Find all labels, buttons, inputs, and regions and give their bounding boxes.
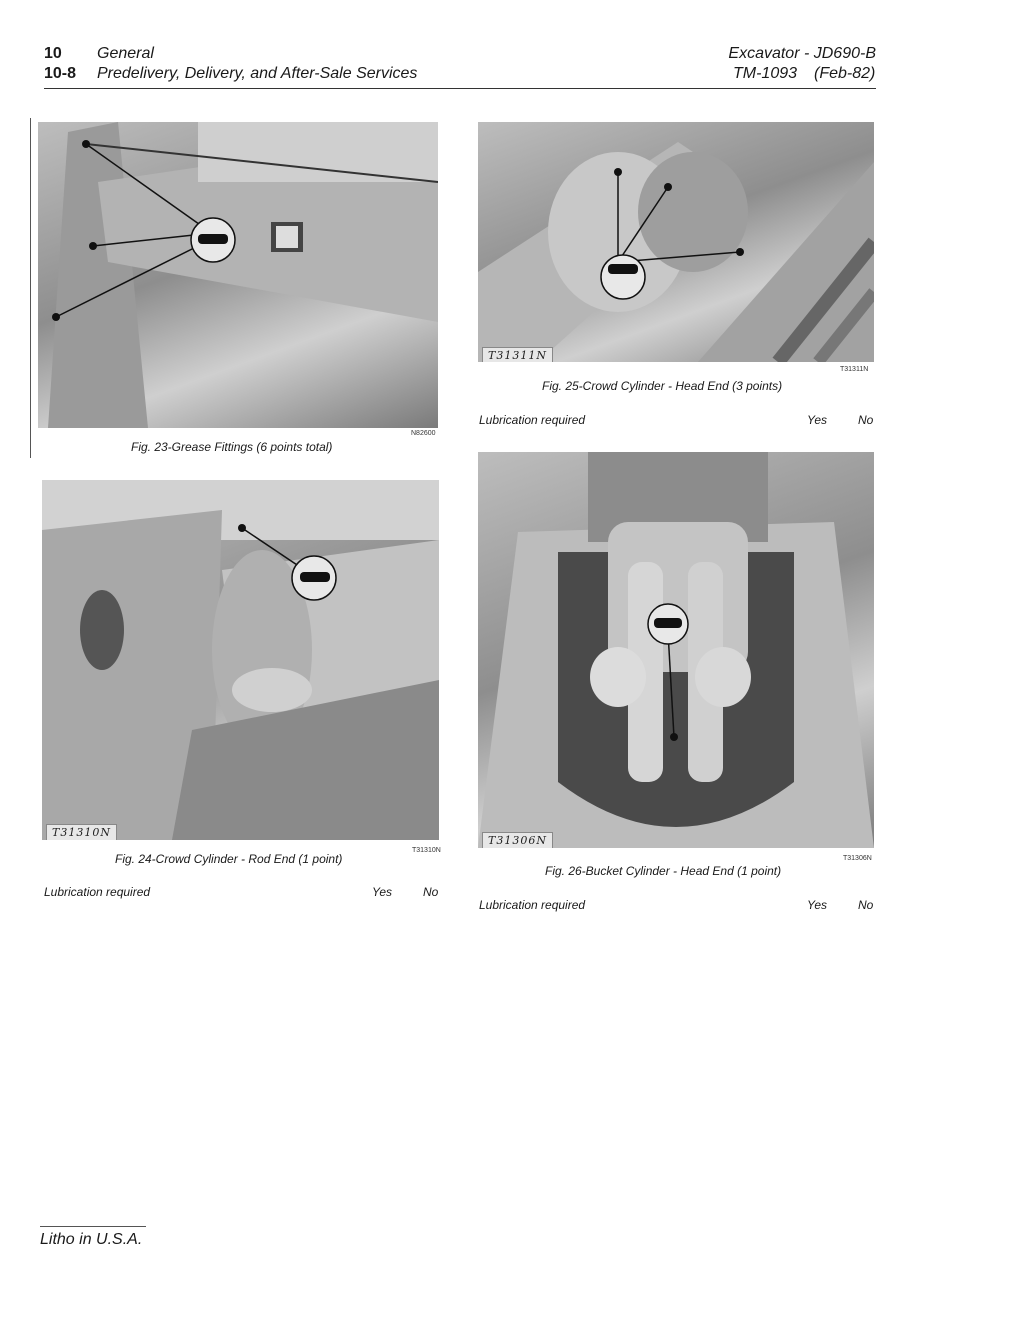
page-number: 10-8: [44, 65, 77, 82]
figure-25-tag: T31311N: [482, 347, 553, 362]
litho-note: Litho in U.S.A.: [40, 1231, 143, 1248]
figure-26-caption: Fig. 26-Bucket Cylinder - Head End (1 point): [545, 864, 782, 878]
footer-rule: [40, 1226, 146, 1227]
section-title: General: [97, 45, 154, 62]
figure-25-no: No: [858, 413, 874, 427]
figure-24-no: No: [423, 885, 439, 899]
header-rule: [44, 88, 876, 89]
figure-24-lubrication-label: Lubrication required: [44, 885, 151, 899]
figure-23-code: N82600: [411, 430, 436, 437]
figure-25-photo: [478, 122, 874, 362]
figure-25-yes: Yes: [807, 413, 828, 427]
figure-24-photo: [42, 480, 439, 840]
boom-illustration: [38, 122, 438, 428]
crowd-head-end-illustration: [478, 122, 874, 362]
margin-rule: [30, 118, 31, 458]
machine-model: Excavator - JD690-B: [728, 45, 876, 62]
figure-25-caption: Fig. 25-Crowd Cylinder - Head End (3 points): [542, 379, 783, 393]
figure-26-code: T31306N: [843, 855, 872, 862]
rod-end-illustration: [42, 480, 439, 840]
figure-26-tag: T31306N: [482, 832, 553, 848]
figure-25-code: T31311N: [840, 366, 869, 373]
figure-26-lubrication-label: Lubrication required: [479, 898, 586, 912]
figure-26-no: No: [858, 898, 874, 912]
figure-26-yes: Yes: [807, 898, 828, 912]
figure-23-photo: [38, 122, 438, 428]
page-title: Predelivery, Delivery, and After-Sale Services: [97, 65, 418, 82]
manual-number: TM-1093: [733, 65, 798, 82]
figure-24-caption: Fig. 24-Crowd Cylinder - Rod End (1 point): [115, 852, 343, 866]
figure-25-lubrication-label: Lubrication required: [479, 413, 586, 427]
figure-24-code: T31310N: [412, 847, 441, 854]
figure-23-caption: Fig. 23-Grease Fittings (6 points total): [131, 440, 333, 454]
bucket-head-end-illustration: [478, 452, 874, 848]
figure-24-tag: T31310N: [46, 824, 117, 840]
section-number: 10: [44, 45, 62, 62]
figure-24-yes: Yes: [372, 885, 393, 899]
figure-26-photo: [478, 452, 874, 848]
manual-date: (Feb-82): [814, 65, 876, 82]
